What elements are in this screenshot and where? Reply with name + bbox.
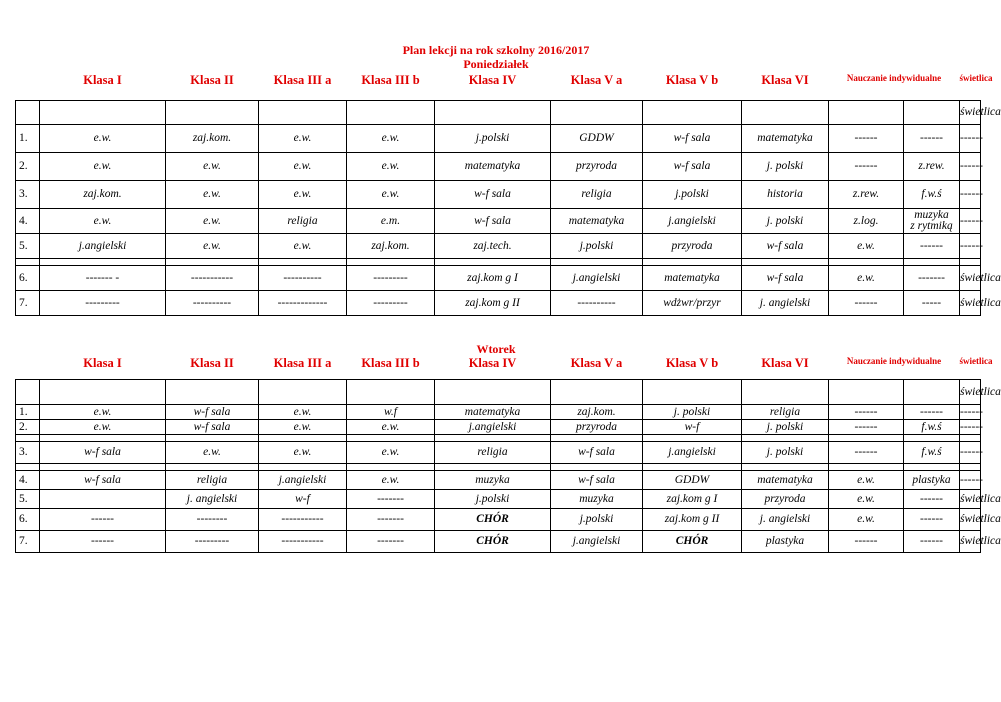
lesson-cell: ------ — [904, 508, 960, 530]
lesson-cell: świetlica — [960, 489, 981, 508]
table-row — [16, 419, 981, 434]
lesson-cell: ----------- — [259, 508, 347, 530]
day-title-tuesday: Wtorek — [476, 342, 516, 356]
lesson-number: 3. — [16, 180, 40, 208]
lesson-cell: zaj.kom g I — [435, 265, 551, 290]
lesson-cell: zaj.kom g I — [643, 489, 742, 508]
lesson-cell: j.polski — [435, 124, 551, 152]
subheader-cell — [259, 100, 347, 124]
lesson-cell: e.w. — [829, 470, 904, 489]
lesson-cell: ------ — [829, 441, 904, 463]
lesson-cell: przyroda — [742, 489, 829, 508]
lesson-cell: z.rew. — [904, 152, 960, 180]
lesson-cell: ------ — [960, 233, 981, 258]
row-gap — [347, 258, 435, 265]
lesson-cell: ------ — [829, 124, 904, 152]
lesson-cell: w-f sala — [551, 470, 643, 489]
subheader-cell — [742, 100, 829, 124]
lesson-cell: j.polski — [551, 508, 643, 530]
lesson-cell: e.w. — [259, 180, 347, 208]
row-gap — [643, 258, 742, 265]
lesson-cell: zaj.kom. — [40, 180, 166, 208]
row-gap — [347, 463, 435, 470]
lesson-cell: religia — [742, 404, 829, 419]
lesson-number: 6. — [16, 265, 40, 290]
subheader-cell — [643, 100, 742, 124]
lesson-cell: CHÓR — [643, 530, 742, 552]
row-gap — [259, 463, 347, 470]
monday-schedule-table — [15, 73, 1001, 316]
lesson-cell: e.w. — [166, 233, 259, 258]
lesson-cell: e.w. — [347, 419, 435, 434]
lesson-cell: ---------- — [166, 290, 259, 315]
lesson-cell: ------ — [960, 124, 981, 152]
lesson-cell: --------- — [40, 290, 166, 315]
header-blank — [16, 356, 40, 379]
row-gap — [435, 463, 551, 470]
lesson-cell: j.angielski — [551, 530, 643, 552]
lesson-cell: ------- — [347, 508, 435, 530]
subheader-cell — [16, 379, 40, 404]
lesson-cell: j. polski — [742, 441, 829, 463]
table-row — [16, 124, 981, 152]
column-header: Klasa III a — [273, 356, 332, 370]
row-gap — [16, 434, 40, 441]
row-gap — [259, 434, 347, 441]
row-gap — [829, 463, 904, 470]
lesson-cell: ------ — [960, 208, 981, 233]
lesson-cell: ------- — [347, 530, 435, 552]
table-row — [16, 470, 981, 489]
subheader-cell — [904, 100, 960, 124]
lesson-cell: ---------- — [259, 265, 347, 290]
lesson-cell: ------ — [960, 152, 981, 180]
lesson-cell: zaj.kom. — [347, 233, 435, 258]
table-row — [16, 265, 981, 290]
lesson-cell: --------- — [347, 290, 435, 315]
column-header: Klasa I — [83, 356, 122, 370]
lesson-number: 5. — [16, 489, 40, 508]
column-header: Klasa III a — [273, 73, 332, 87]
lesson-cell: ------ — [829, 152, 904, 180]
lesson-number: 7. — [16, 290, 40, 315]
column-header: Klasa V a — [570, 73, 623, 87]
row-gap — [742, 258, 829, 265]
lesson-cell: w-f sala — [643, 152, 742, 180]
lesson-number: 1. — [16, 404, 40, 419]
table-row — [16, 233, 981, 258]
lesson-cell: w-f sala — [435, 180, 551, 208]
lesson-cell: j. angielski — [166, 489, 259, 508]
lesson-cell: ------ — [40, 530, 166, 552]
lesson-cell: ------ — [960, 405, 983, 418]
page-title: Plan lekcji na rok szkolny 2016/2017 — [402, 43, 590, 57]
row-gap — [829, 434, 904, 441]
lesson-cell: w-f sala — [166, 419, 259, 434]
lesson-cell: f.w.ś — [904, 441, 960, 463]
lesson-cell: świetlica — [960, 508, 981, 530]
lesson-cell: ------- - — [40, 265, 166, 290]
lesson-cell: e.w. — [259, 233, 347, 258]
lesson-cell: matematyka — [551, 208, 643, 233]
lesson-cell: ------ — [904, 489, 960, 508]
lesson-cell: e.w. — [259, 152, 347, 180]
lesson-cell — [40, 489, 166, 508]
lesson-cell: GDDW — [551, 124, 643, 152]
table-row — [16, 152, 981, 180]
lesson-cell: zaj.tech. — [435, 233, 551, 258]
lesson-cell: e.w. — [40, 404, 166, 419]
row-gap — [259, 258, 347, 265]
lesson-cell: e.w. — [347, 152, 435, 180]
lesson-cell: w-f sala — [435, 208, 551, 233]
lesson-cell: zaj.kom g II — [435, 290, 551, 315]
lesson-cell: ------ — [904, 530, 960, 552]
lesson-cell: e.w. — [347, 441, 435, 463]
column-header: Klasa II — [190, 356, 234, 370]
lesson-cell: ------ — [960, 420, 983, 433]
lesson-cell: e.w. — [259, 404, 347, 419]
header-blank — [16, 73, 40, 100]
lesson-cell: zaj.kom. — [551, 404, 643, 419]
lesson-cell: zaj.kom. — [166, 124, 259, 152]
subheader-cell — [435, 379, 551, 404]
lesson-cell: e.m. — [347, 208, 435, 233]
column-header: świetlica — [959, 356, 993, 366]
lesson-cell: z.log. — [829, 208, 904, 233]
lesson-number: 4. — [16, 208, 40, 233]
lesson-cell: e.w. — [166, 208, 259, 233]
lesson-cell: e.w. — [40, 152, 166, 180]
subheader-cell — [16, 100, 40, 124]
subheader-cell — [259, 379, 347, 404]
lesson-cell: e.w. — [829, 233, 904, 258]
lesson-cell: j. polski — [742, 208, 829, 233]
lesson-cell: religia — [259, 208, 347, 233]
lesson-cell: matematyka — [742, 470, 829, 489]
lesson-cell: e.w. — [829, 489, 904, 508]
lesson-cell: j. polski — [742, 152, 829, 180]
lesson-cell: e.w. — [40, 208, 166, 233]
row-gap — [551, 434, 643, 441]
row-gap — [742, 434, 829, 441]
subheader-cell — [829, 100, 904, 124]
lesson-cell: e.w. — [166, 180, 259, 208]
lesson-cell: ------------- — [259, 290, 347, 315]
row-gap — [551, 258, 643, 265]
row-gap — [960, 258, 981, 265]
subheader-cell — [551, 100, 643, 124]
row-gap — [742, 463, 829, 470]
lesson-cell: muzyka — [551, 489, 643, 508]
lesson-number: 5. — [16, 233, 40, 258]
subheader-cell — [166, 100, 259, 124]
lesson-cell: w-f sala — [742, 233, 829, 258]
lesson-cell: GDDW — [643, 470, 742, 489]
subheader-cell — [643, 379, 742, 404]
lesson-cell: e.w. — [40, 419, 166, 434]
lesson-number: 2. — [16, 419, 40, 434]
row-gap — [16, 463, 40, 470]
table-row — [16, 530, 981, 552]
subheader-cell — [166, 379, 259, 404]
column-header: Klasa VI — [761, 356, 809, 370]
lesson-cell: e.w. — [829, 265, 904, 290]
lesson-cell: e.w. — [40, 124, 166, 152]
lesson-cell: świetlica — [960, 265, 981, 290]
lesson-cell: ------ — [829, 290, 904, 315]
column-header: Klasa VI — [761, 73, 809, 87]
lesson-cell: ------ — [829, 419, 904, 434]
lesson-cell: w-f sala — [40, 470, 166, 489]
lesson-cell: j.polski — [643, 180, 742, 208]
lesson-cell: muzyka — [435, 470, 551, 489]
subheader-cell — [347, 379, 435, 404]
column-header: Klasa V b — [665, 73, 719, 87]
lesson-cell: --------- — [347, 265, 435, 290]
row-gap — [40, 434, 166, 441]
lesson-cell: j.polski — [551, 233, 643, 258]
lesson-cell: w-f sala — [40, 441, 166, 463]
lesson-cell: plastyka — [742, 530, 829, 552]
lesson-cell: j. angielski — [742, 508, 829, 530]
lesson-cell: CHÓR — [435, 530, 551, 552]
lesson-cell: j.angielski — [643, 208, 742, 233]
lesson-cell: ------ — [904, 124, 960, 152]
lesson-cell: ------ — [960, 470, 981, 489]
lesson-cell: j. polski — [742, 419, 829, 434]
lesson-cell: ----- — [904, 290, 960, 315]
column-header: Klasa I — [83, 73, 122, 87]
lesson-cell: ------ — [40, 508, 166, 530]
lesson-cell: j.angielski — [40, 233, 166, 258]
row-gap — [643, 463, 742, 470]
row-gap — [904, 434, 960, 441]
subheader-cell — [551, 379, 643, 404]
lesson-cell: e.w. — [347, 180, 435, 208]
lesson-cell: wdżwr/przyr — [643, 290, 742, 315]
row-gap — [829, 258, 904, 265]
subheader-swietlica: świetlica — [960, 379, 981, 404]
lesson-cell: przyroda — [643, 233, 742, 258]
subheader-cell — [742, 379, 829, 404]
tuesday-schedule-table — [15, 356, 1001, 553]
lesson-cell: f.w.ś — [904, 180, 960, 208]
row-gap — [960, 434, 981, 441]
lesson-cell: muzyka z rytmiką — [904, 208, 960, 233]
lesson-number: 1. — [16, 124, 40, 152]
lesson-cell: ------- — [904, 265, 960, 290]
lesson-cell: --------- — [166, 530, 259, 552]
column-header: Klasa III b — [361, 73, 420, 87]
row-gap — [643, 434, 742, 441]
lesson-cell: w-f — [643, 419, 742, 434]
row-gap — [166, 434, 259, 441]
lesson-cell: plastyka — [904, 470, 960, 489]
day-title-monday: Poniedziałek — [463, 57, 529, 71]
lesson-cell: j.angielski — [643, 441, 742, 463]
lesson-cell: w-f sala — [742, 265, 829, 290]
row-gap — [435, 258, 551, 265]
lesson-cell: j.angielski — [259, 470, 347, 489]
lesson-cell: w-f sala — [551, 441, 643, 463]
lesson-cell: e.w. — [829, 508, 904, 530]
table-row — [16, 404, 981, 419]
lesson-cell: matematyka — [742, 124, 829, 152]
lesson-cell: świetlica — [960, 290, 981, 315]
table-row — [16, 441, 981, 463]
lesson-cell: w-f sala — [643, 124, 742, 152]
row-gap — [435, 434, 551, 441]
lesson-cell: religia — [435, 441, 551, 463]
lesson-cell: -------- — [166, 508, 259, 530]
row-gap — [904, 258, 960, 265]
column-header: Nauczanie indywidualne — [846, 73, 942, 83]
lesson-cell: ------ — [960, 441, 981, 463]
lesson-cell: z.rew. — [829, 180, 904, 208]
lesson-cell: w-f — [259, 489, 347, 508]
subheader-cell — [347, 100, 435, 124]
column-header: świetlica — [959, 73, 993, 83]
lesson-cell: e.w. — [166, 152, 259, 180]
lesson-cell: ------ — [904, 233, 960, 258]
lesson-cell: j.angielski — [551, 265, 643, 290]
subheader-cell — [40, 100, 166, 124]
lesson-cell: j.polski — [435, 489, 551, 508]
lesson-cell: matematyka — [435, 152, 551, 180]
lesson-cell: e.w. — [259, 441, 347, 463]
column-header: Klasa III b — [361, 356, 420, 370]
table-row — [16, 489, 981, 508]
lesson-cell: j. polski — [643, 404, 742, 419]
column-header: Klasa IV — [468, 356, 517, 370]
lesson-cell: matematyka — [643, 265, 742, 290]
column-header: Nauczanie indywidualne — [846, 356, 942, 366]
row-gap — [40, 258, 166, 265]
column-header: Klasa IV — [468, 73, 517, 87]
row-gap — [960, 463, 981, 470]
table-row — [16, 508, 981, 530]
column-header: Klasa V a — [570, 356, 623, 370]
lesson-cell: ----------- — [166, 265, 259, 290]
lesson-cell: j.angielski — [435, 419, 551, 434]
lesson-cell: e.w. — [259, 419, 347, 434]
row-gap — [347, 434, 435, 441]
lesson-cell: j. angielski — [742, 290, 829, 315]
lesson-cell: religia — [166, 470, 259, 489]
row-gap — [166, 463, 259, 470]
row-gap — [551, 463, 643, 470]
row-gap — [40, 463, 166, 470]
lesson-cell: f.w.ś — [904, 419, 960, 434]
table-row — [16, 290, 981, 315]
lesson-cell: ----------- — [259, 530, 347, 552]
lesson-cell: świetlica — [960, 530, 981, 552]
column-header: Klasa II — [190, 73, 234, 87]
lesson-cell: e.w. — [259, 124, 347, 152]
lesson-number: 7. — [16, 530, 40, 552]
lesson-cell: e.w. — [347, 124, 435, 152]
lesson-number: 4. — [16, 470, 40, 489]
lesson-cell: ------- — [347, 489, 435, 508]
subheader-cell — [829, 379, 904, 404]
lesson-number: 2. — [16, 152, 40, 180]
row-gap — [166, 258, 259, 265]
lesson-cell: przyroda — [551, 152, 643, 180]
lesson-cell: religia — [551, 180, 643, 208]
lesson-number: 3. — [16, 441, 40, 463]
lesson-number: 6. — [16, 508, 40, 530]
column-header: Klasa V b — [665, 356, 719, 370]
lesson-cell: przyroda — [551, 419, 643, 434]
lesson-cell: CHÓR — [435, 508, 551, 530]
lesson-cell: w.f — [347, 404, 435, 419]
row-gap — [904, 463, 960, 470]
lesson-cell: ------ — [829, 530, 904, 552]
lesson-cell: matematyka — [435, 404, 551, 419]
lesson-cell: ---------- — [551, 290, 643, 315]
table-row — [16, 208, 981, 233]
table-row — [16, 180, 981, 208]
lesson-cell: w-f sala — [166, 404, 259, 419]
lesson-cell: ------ — [904, 404, 960, 419]
lesson-cell: historia — [742, 180, 829, 208]
lesson-cell: e.w. — [166, 441, 259, 463]
subheader-cell — [904, 379, 960, 404]
lesson-cell: e.w. — [347, 470, 435, 489]
lesson-cell: zaj.kom g II — [643, 508, 742, 530]
subheader-swietlica: świetlica — [960, 100, 981, 124]
lesson-cell: ------ — [960, 180, 981, 208]
subheader-cell — [435, 100, 551, 124]
subheader-cell — [40, 379, 166, 404]
row-gap — [16, 258, 40, 265]
lesson-cell: ------ — [829, 404, 904, 419]
